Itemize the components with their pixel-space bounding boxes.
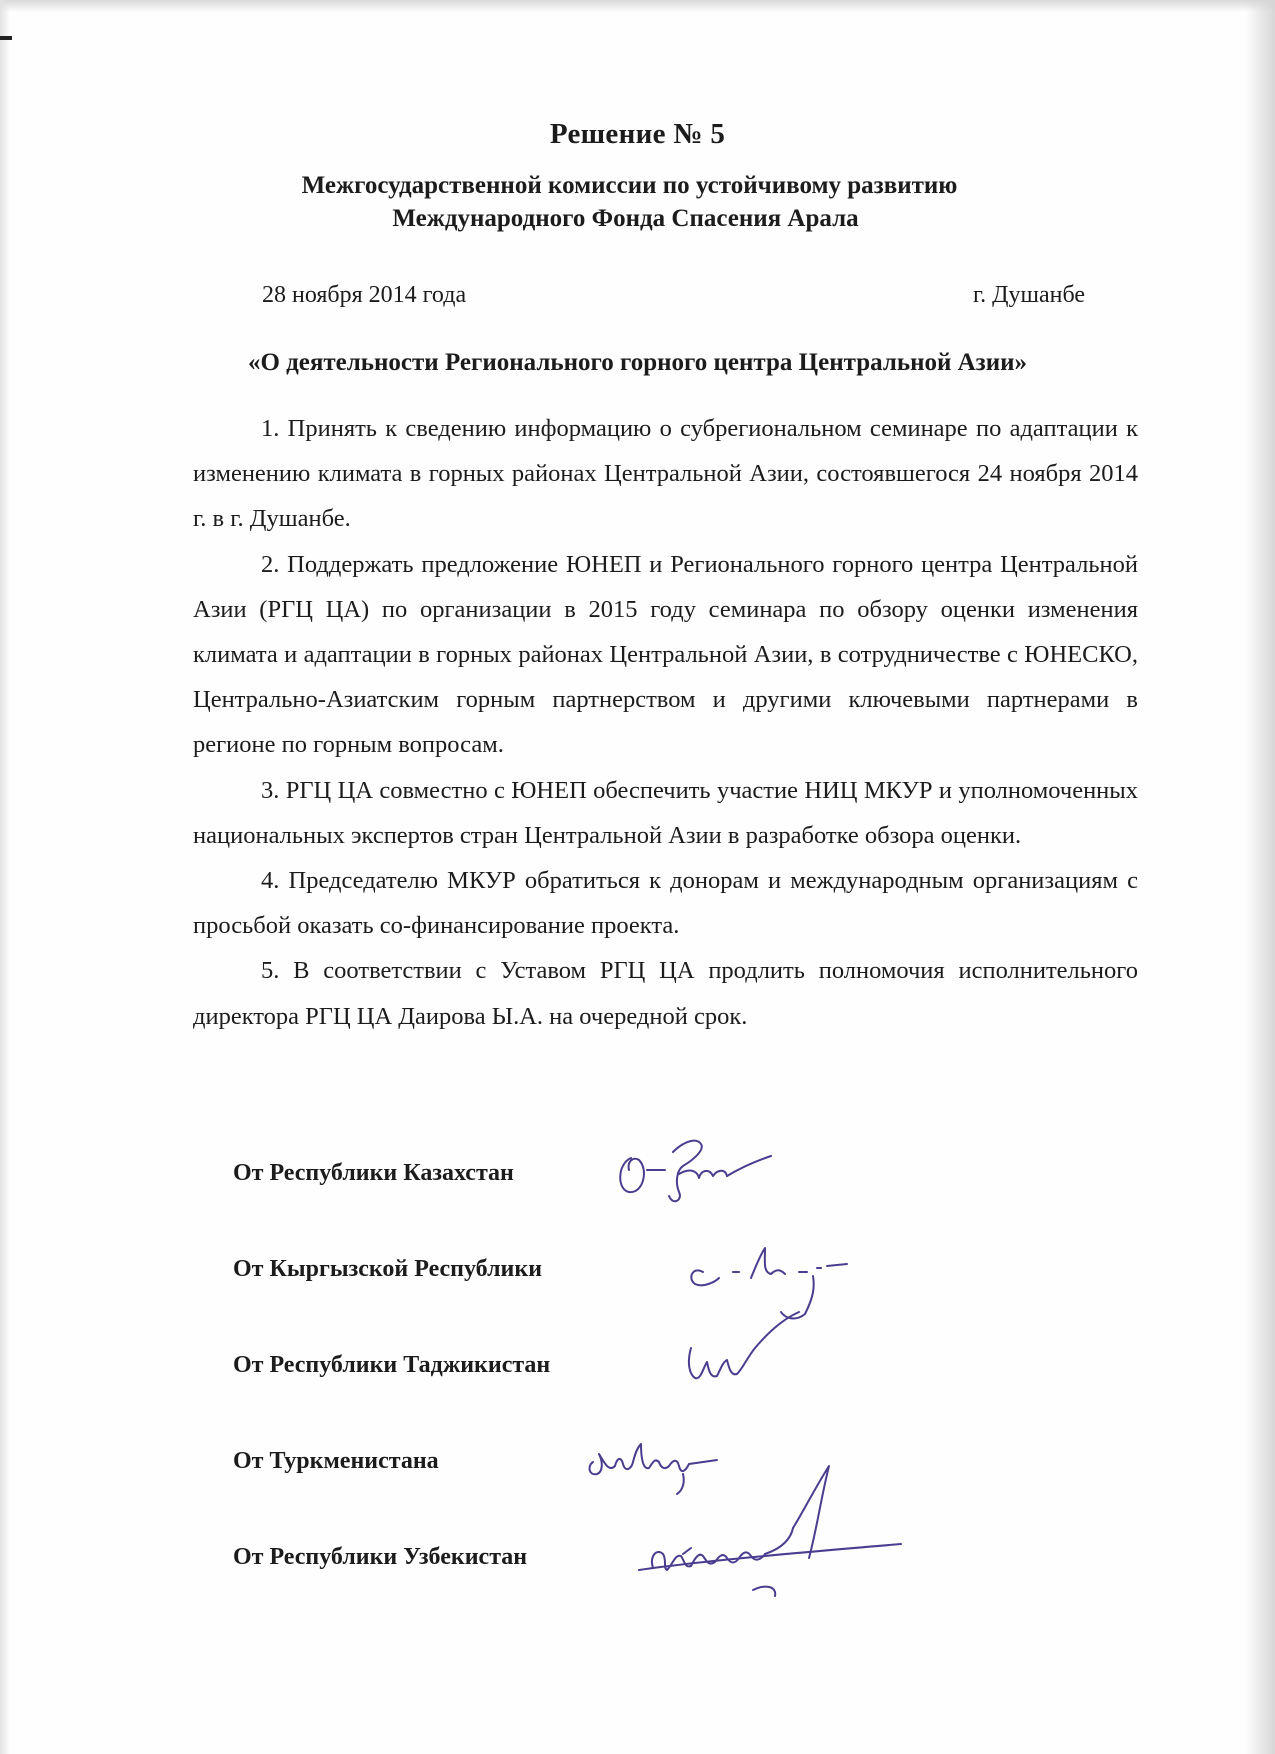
scan-edge-top (0, 0, 1275, 12)
decision-body (193, 406, 1138, 1039)
decision-item-1: 1. Принять к сведению информацию о субрегиональном семинаре по адаптации к изменению климата в горных районах Центральной Азии, состоявшегося 24 ноября 2014 г. в г. Душанбе. (193, 415, 1138, 533)
signatory-tajikistan: От Республики Таджикистан (233, 1352, 551, 1378)
document-subtitle-line2: Международного Фонда Спасения Арала (392, 205, 859, 232)
decision-item-3: 3. РГЦ ЦА совместно с ЮНЕП обеспечить участие НИЦ МКУР и уполномоченных национальных экспертов стран Центральной Азии в разработке обзора оценки. (193, 776, 1138, 849)
scan-corner-mark (0, 36, 12, 40)
signatory-row (233, 1160, 933, 1200)
signatory-row (233, 1256, 933, 1296)
signatory-kyrgyzstan: От Кыргызской Республики (233, 1256, 543, 1282)
signatory-kazakhstan: От Республики Казахстан (233, 1160, 514, 1186)
signatory-uzbekistan: От Республики Узбекистан (233, 1544, 528, 1570)
document-subtitle-line1: Межгосударственной комиссии по устойчивому развитию (301, 172, 958, 199)
scan-edge-right (1245, 0, 1275, 1754)
handwritten-signature (681, 1308, 821, 1408)
decision-topic: «О деятельности Регионального горного центра Центральной Азии» (247, 349, 1028, 376)
scan-edge-left (0, 0, 10, 1754)
signatory-turkmenistan: От Туркменистана (233, 1448, 439, 1474)
signatory-row (233, 1544, 933, 1584)
signatory-row (233, 1352, 933, 1392)
decision-item-5: 5. В соответствии с Уставом РГЦ ЦА продлить полномочия исполнительного директора РГЦ ЦА Даирова Ы.А. на очередной срок. (193, 957, 1138, 1030)
decision-item-4: 4. Председателю МКУР обратиться к донорам и международным организациям с просьбой оказать со-финансирование проекта. (193, 867, 1138, 940)
document-place: г. Душанбе (973, 282, 1086, 308)
document-date: 28 ноября 2014 года (262, 282, 467, 308)
document-title: Решение № 5 (549, 118, 726, 150)
handwritten-signature (613, 1130, 783, 1210)
decision-item-2: 2. Поддержать предложение ЮНЕП и Регионального горного центра Центральной Азии (РГЦ ЦА) по организации в 2015 году семинара по обзору оценки изменения климата и адаптации в горных районах Центральной Азии, в сотрудничестве с ЮНЕСКО, Центрально-Азиатским горным партнерством и другими ключевыми партнерами в регионе по горным вопросам. (193, 550, 1138, 759)
handwritten-signature (633, 1458, 933, 1608)
